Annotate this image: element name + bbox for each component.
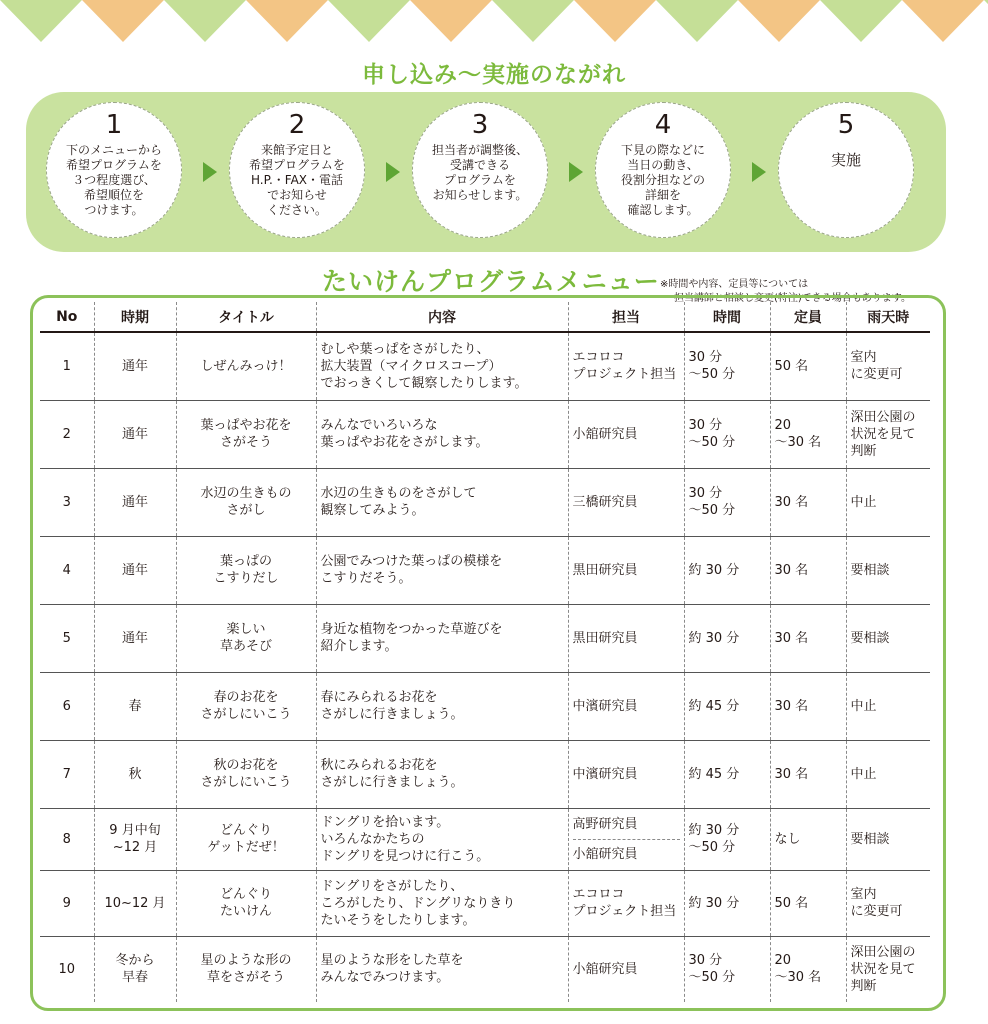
row-season: 通年 [94, 468, 176, 536]
step-5-circle [778, 102, 914, 238]
arrow-right-icon [386, 162, 400, 182]
row-title: 葉っぱの こすりだし [176, 536, 316, 604]
program-menu-table [40, 302, 930, 1002]
row-content: 春にみられるお花を さがしに行きましょう。 [316, 672, 568, 740]
header-staff: 担当 [568, 302, 684, 332]
row-season: 通年 [94, 536, 176, 604]
row-capacity: 50 名 [770, 870, 846, 936]
menu-title: たいけんプログラムメニュー [322, 267, 660, 296]
row-staff: エコロコ プロジェクト担当 [568, 870, 684, 936]
row-staff: 黒田研究員 [568, 536, 684, 604]
row-capacity: 20 〜30 名 [770, 400, 846, 468]
row-no: 3 [40, 468, 94, 536]
row-rain: 要相談 [846, 604, 930, 672]
step-1-text: 下のメニューから 希望プログラムを ３つ程度選び、 希望順位を つけます。 [65, 143, 162, 217]
row-capacity: 30 名 [770, 672, 846, 740]
row-time: 約 30 分 [684, 604, 770, 672]
row-season: 冬から 早春 [94, 936, 176, 1002]
zigzag-triangle [410, 0, 492, 42]
row-title: どんぐり ゲットだぜ！ [176, 808, 316, 870]
row-capacity: 30 名 [770, 604, 846, 672]
row-staff-primary: 高野研究員 [573, 816, 680, 840]
row-rain: 中止 [846, 740, 930, 808]
row-content: 公園でみつけた葉っぱの模様を こすりだそう。 [316, 536, 568, 604]
step-3-circle [412, 102, 548, 238]
menu-note-line1: ※時間や内容、定員等については [660, 279, 809, 290]
row-rain: 室内 に変更可 [846, 870, 930, 936]
table-row [40, 468, 930, 536]
row-title: 楽しい 草あそび [176, 604, 316, 672]
row-no: 10 [58, 961, 76, 977]
row-rain: 深田公園の 状況を見て 判断 [846, 400, 930, 468]
row-season: 通年 [94, 400, 176, 468]
zigzag-triangle [820, 0, 902, 42]
header-title: タイトル [176, 302, 316, 332]
header-time: 時間 [684, 302, 770, 332]
row-season: 通年 [94, 604, 176, 672]
menu-note-line2: 担当講師と相談し変更(特注)できる場合もあります。 [674, 293, 912, 304]
step-1-number: 1 [105, 110, 123, 140]
zigzag-triangle [82, 0, 164, 42]
row-staff: エコロコ プロジェクト担当 [568, 332, 684, 400]
zigzag-triangle [492, 0, 574, 42]
step-2-text: 来館予定日と 希望プログラムを H.P.・FAX・電話 でお知らせ ください。 [249, 143, 345, 217]
row-season: 10~12 月 [94, 870, 176, 936]
row-season: 通年 [94, 332, 176, 400]
row-title: 水辺の生きもの さがし [176, 468, 316, 536]
row-staff: 小舘研究員 [568, 936, 684, 1002]
row-capacity: 30 名 [770, 468, 846, 536]
row-capacity: 30 名 [770, 536, 846, 604]
row-no: 8 [40, 808, 94, 870]
table-header-row [40, 302, 930, 332]
row-staff: 黒田研究員 [568, 604, 684, 672]
row-time: 約 45 分 [684, 740, 770, 808]
row-staff: 中濱研究員 [568, 672, 684, 740]
step-5-text: 実施 [830, 151, 861, 169]
arrow-right-icon [569, 162, 583, 182]
row-no: 6 [40, 672, 94, 740]
row-title: 春のお花を さがしにいこう [176, 672, 316, 740]
zigzag-triangle [0, 0, 82, 42]
step-3-text: 担当者が調整後、 受講できる プログラムを お知らせします。 [431, 143, 528, 202]
header-rain: 雨天時 [846, 302, 930, 332]
row-capacity: 50 名 [770, 332, 846, 400]
row-no: 5 [40, 604, 94, 672]
zigzag-triangle [328, 0, 410, 42]
row-time: 約 30 分 〜50 分 [684, 808, 770, 870]
row-no: 7 [40, 740, 94, 808]
table-row [40, 604, 930, 672]
header-no: No [40, 302, 94, 332]
step-1-circle [46, 102, 182, 238]
row-time: 30 分 〜50 分 [684, 332, 770, 400]
zigzag-triangle [902, 0, 984, 42]
flow-panel [26, 92, 946, 252]
row-title: 秋のお花を さがしにいこう [176, 740, 316, 808]
row-title: どんぐり たいけん [176, 870, 316, 936]
row-staff-secondary: 小舘研究員 [572, 846, 638, 862]
table-row [40, 740, 930, 808]
row-rain: 中止 [846, 468, 930, 536]
step-5-number: 5 [837, 110, 855, 140]
header-content: 内容 [316, 302, 568, 332]
row-staff: 小舘研究員 [568, 400, 684, 468]
row-rain: 中止 [846, 672, 930, 740]
row-time: 約 30 分 [684, 536, 770, 604]
row-content: 秋にみられるお花を さがしに行きましょう。 [316, 740, 568, 808]
row-capacity: なし [770, 808, 846, 870]
row-staff [568, 808, 684, 870]
table-row [40, 400, 930, 468]
step-4-circle [595, 102, 731, 238]
row-rain: 深田公園の 状況を見て 判断 [846, 936, 930, 1002]
row-content: むしや葉っぱをさがしたり、 拡大装置（マイクロスコープ） でおっきくして観察したりします。 [316, 332, 568, 400]
step-4-text: 下見の際などに 当日の動き、 役割分担などの 詳細を 確認します。 [620, 143, 705, 217]
row-time: 30 分 〜50 分 [684, 468, 770, 536]
zigzag-triangle [574, 0, 656, 42]
row-title: 星のような形の 草をさがそう [176, 936, 316, 1002]
row-staff: 中濱研究員 [568, 740, 684, 808]
row-no: 2 [40, 400, 94, 468]
row-no: 9 [40, 870, 94, 936]
row-time: 30 分 〜50 分 [684, 400, 770, 468]
row-rain: 要相談 [846, 536, 930, 604]
row-title: 葉っぱやお花を さがそう [176, 400, 316, 468]
table-row [40, 672, 930, 740]
header-capacity: 定員 [770, 302, 846, 332]
table-row [40, 870, 930, 936]
step-4-number: 4 [654, 110, 672, 140]
row-staff: 三橋研究員 [568, 468, 684, 536]
row-capacity: 20 〜30 名 [770, 936, 846, 1002]
row-season: 秋 [94, 740, 176, 808]
row-title: しぜんみっけ！ [176, 332, 316, 400]
row-content: 星のような形をした草を みんなでみつけます。 [316, 936, 568, 1002]
row-content: ドングリを拾います。 いろんなかたちの ドングリを見つけに行こう。 [316, 808, 568, 870]
arrow-right-icon [203, 162, 217, 182]
zigzag-banner [0, 0, 988, 44]
step-2-number: 2 [288, 110, 306, 140]
table-row [40, 332, 930, 400]
row-rain: 室内 に変更可 [846, 332, 930, 400]
table-row [40, 936, 930, 1002]
step-2-circle [229, 102, 365, 238]
row-no: 1 [40, 332, 94, 400]
table-row [40, 536, 930, 604]
row-no: 4 [40, 536, 94, 604]
row-content: みんなでいろいろな 葉っぱやお花をさがします。 [316, 400, 568, 468]
row-content: 水辺の生きものをさがして 観察してみよう。 [316, 468, 568, 536]
row-time: 約 30 分 [684, 870, 770, 936]
row-season: 9 月中旬 ~12 月 [94, 808, 176, 870]
row-season: 春 [94, 672, 176, 740]
row-capacity: 30 名 [770, 740, 846, 808]
row-content: 身近な植物をつかった草遊びを 紹介します。 [316, 604, 568, 672]
zigzag-triangle [246, 0, 328, 42]
row-time: 約 45 分 [684, 672, 770, 740]
zigzag-triangle [738, 0, 820, 42]
row-time: 30 分 〜50 分 [684, 936, 770, 1002]
zigzag-triangle [984, 0, 988, 42]
row-rain: 要相談 [846, 808, 930, 870]
table-row [40, 808, 930, 870]
arrow-right-icon [752, 162, 766, 182]
zigzag-triangle [656, 0, 738, 42]
step-3-number: 3 [471, 110, 489, 140]
zigzag-triangle [164, 0, 246, 42]
flow-title: 申し込み〜実施のながれ [362, 62, 626, 88]
header-season: 時期 [94, 302, 176, 332]
row-content: ドングリをさがしたり、 ころがしたり、ドングリなりきり たいそうをしたりします。 [316, 870, 568, 936]
